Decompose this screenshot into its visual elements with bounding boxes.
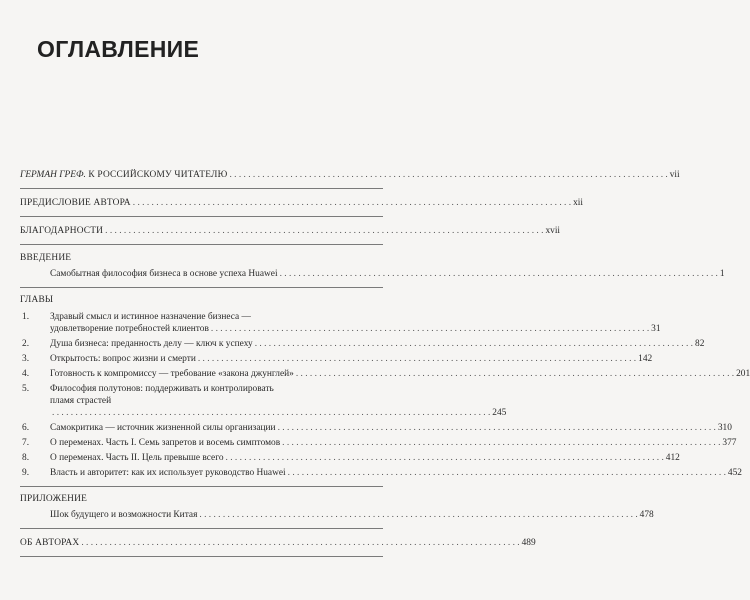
leader-dots [226, 452, 664, 464]
toc-page-number: 82 [695, 339, 705, 349]
chapter-entry-8 [20, 452, 680, 464]
chapter-number: 6. [22, 423, 30, 433]
toc-entry-label: Шок будущего и возможности Китая [50, 510, 198, 520]
divider [20, 486, 383, 487]
chapter-title: О переменах. Часть II. Цель превыше всего [50, 453, 224, 463]
section-heading-introduction: ВВЕДЕНИЕ [20, 253, 72, 263]
chapter-entry-2 [20, 338, 705, 350]
chapter-entry-6 [20, 422, 732, 434]
leader-dots [198, 353, 636, 365]
chapter-number: 1. [22, 312, 30, 322]
toc-page-number: 1 [719, 269, 725, 279]
leader-dots [280, 268, 718, 280]
leader-dots [81, 537, 519, 549]
page-title: ОГЛАВЛЕНИЕ [37, 36, 200, 62]
chapter-number: 7. [22, 438, 30, 448]
divider [20, 188, 383, 189]
section-heading-appendix: ПРИЛОЖЕНИЕ [20, 494, 88, 504]
chapter-number: 2. [22, 339, 30, 349]
toc-entry-label: Самобытная философия бизнеса в основе успеха Huawei [50, 269, 278, 279]
toc-page-number: 201 [736, 369, 750, 379]
section-heading-chapters: ГЛАВЫ [20, 295, 54, 305]
toc-entry-introduction [20, 268, 725, 280]
toc-entry-preface [20, 197, 583, 209]
toc-entry-authors [20, 537, 536, 549]
toc-entry-gref [20, 169, 680, 181]
toc-entry-label: ОБ АВТОРАХ [20, 538, 80, 548]
toc-page-number: 245 [492, 408, 507, 418]
chapter-title-line2: пламя страстей [50, 396, 112, 406]
toc-entry-label: БЛАГОДАРНОСТИ [20, 226, 104, 236]
toc-page-number: 412 [665, 453, 680, 463]
chapter-entry-1 [20, 311, 661, 335]
chapter-title: Самокритика — источник жизненной силы организации [50, 423, 276, 433]
toc-entry-label: К РОССИЙСКОМУ ЧИТАТЕЛЮ [85, 170, 228, 180]
toc-page-number: vii [669, 170, 680, 180]
leader-dots [288, 467, 726, 479]
chapter-title: Душа бизнеса: преданность делу — ключ к успеху [50, 339, 253, 349]
toc-entry-label: ПРЕДИСЛОВИЕ АВТОРА [20, 198, 131, 208]
chapter-title: Власть и авторитет: как их использует руководство Huawei [50, 468, 286, 478]
leader-dots [282, 437, 720, 449]
chapter-entry-7 [20, 437, 737, 449]
divider [20, 287, 383, 288]
toc-page-number: 478 [639, 510, 654, 520]
chapter-title-line1: Здравый смысл и истинное назначение бизнеса — [50, 312, 251, 322]
toc-page-number: 452 [727, 468, 742, 478]
leader-dots [229, 169, 667, 181]
chapter-number: 4. [22, 369, 30, 379]
chapter-entry-9 [20, 467, 742, 479]
chapter-title: О переменах. Часть I. Семь запретов и восемь симптомов [50, 438, 281, 448]
divider [20, 216, 383, 217]
toc-page-number: 310 [717, 423, 732, 433]
leader-dots [105, 225, 543, 237]
leader-dots [52, 407, 490, 419]
chapter-title: Готовность к компромиссу — требование «закона джунглей» [50, 369, 294, 379]
toc-page-number: 489 [521, 538, 536, 548]
table-of-contents [20, 163, 750, 557]
chapter-number: 9. [22, 468, 30, 478]
chapter-entry-3 [20, 353, 653, 365]
chapter-title-line2: удовлетворение потребностей клиентов [50, 324, 209, 334]
divider [20, 528, 383, 529]
chapter-entry-4 [20, 368, 750, 380]
chapter-title: Открытость: вопрос жизни и смерти [50, 354, 196, 364]
leader-dots [211, 323, 649, 335]
chapter-title-line1: Философия полутонов: поддерживать и контролировать [50, 384, 274, 394]
divider [20, 244, 383, 245]
chapter-number: 3. [22, 354, 30, 364]
leader-dots [199, 509, 637, 521]
leader-dots [278, 422, 716, 434]
divider [20, 556, 383, 557]
toc-entry-prefix: ГЕРМАН ГРЕФ. [20, 170, 86, 180]
toc-entry-acknowledgements [20, 225, 561, 237]
chapter-entry-5 [20, 383, 507, 419]
toc-page-number: 31 [651, 324, 661, 334]
toc-entry-appendix [20, 509, 654, 521]
chapter-number: 8. [22, 453, 30, 463]
toc-page-number: xvii [545, 226, 561, 236]
leader-dots [296, 368, 734, 380]
toc-page-number: xii [573, 198, 583, 208]
chapter-number: 5. [22, 384, 30, 394]
toc-page-number: 142 [638, 354, 653, 364]
leader-dots [133, 197, 571, 209]
toc-page-number: 377 [722, 438, 737, 448]
leader-dots [255, 338, 693, 350]
